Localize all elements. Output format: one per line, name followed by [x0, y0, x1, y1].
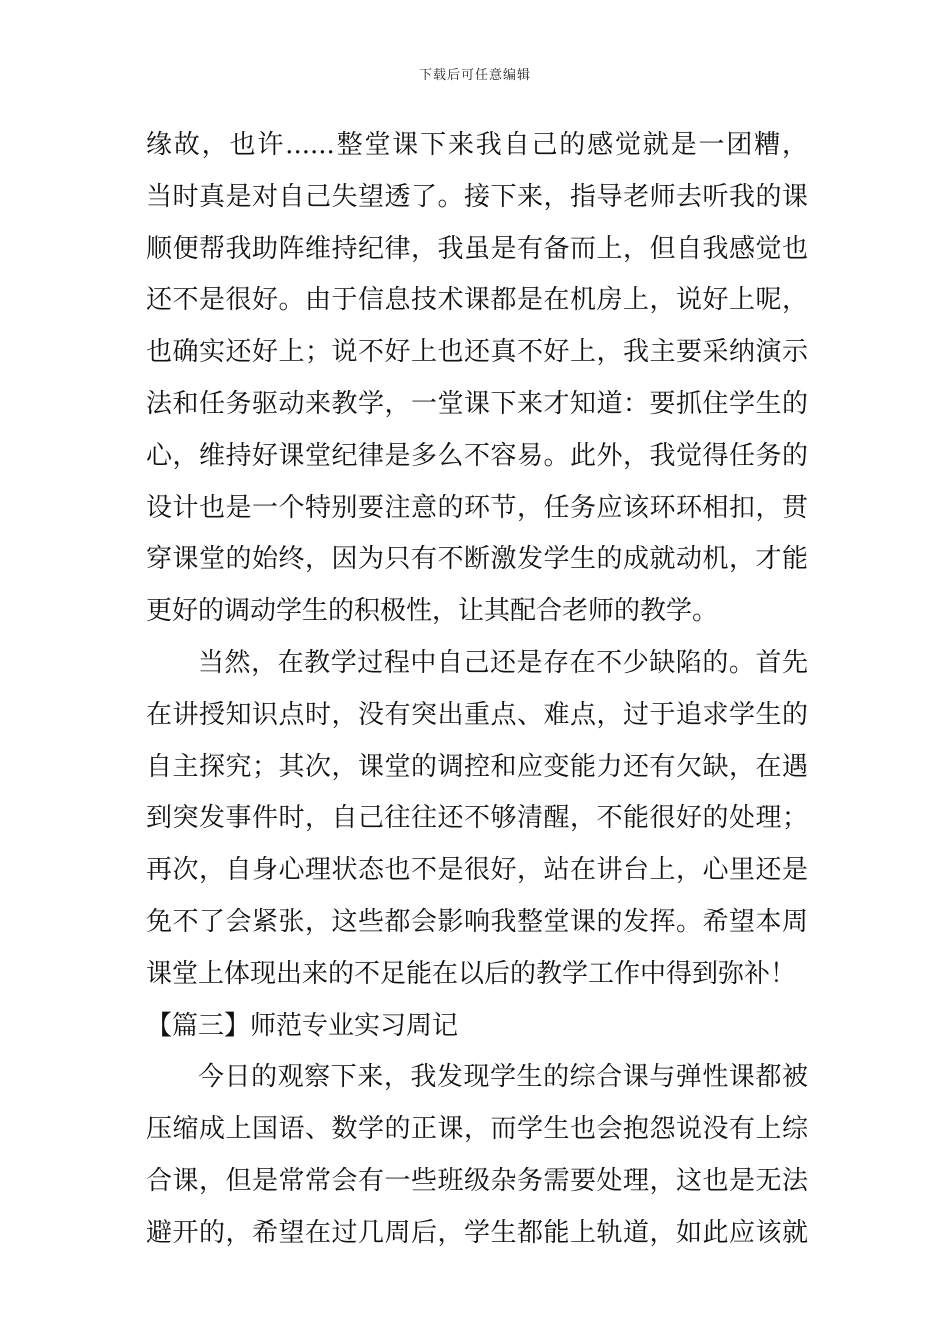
text-line: 避开的，希望在过几周后，学生都能上轨道，如此应该就: [146, 1217, 808, 1248]
paragraph: [146, 120, 808, 638]
text-line: 更好的调动学生的积极性，让其配合老师的教学。: [146, 596, 719, 627]
section-title: 【篇三】师范专业实习周记: [146, 1010, 459, 1041]
text-line: 在讲授知识点时，没有突出重点、难点，过于追求学生的: [146, 699, 808, 730]
text-line: 还不是很好。由于信息技术课都是在机房上，说好上呢，: [146, 285, 808, 316]
paragraph: [146, 1052, 808, 1259]
text-line: 今日的观察下来，我发现学生的综合课与弹性课都被: [198, 1062, 808, 1093]
text-line: 法和任务驱动来教学，一堂课下来才知道：要抓住学生的: [146, 388, 808, 419]
page-header-note: 下载后可任意编辑: [418, 68, 531, 83]
text-line: 合课，但是常常会有一些班级杂务需要处理，这也是无法: [146, 1165, 808, 1196]
section-heading: [146, 1001, 808, 1053]
text-line: 当然，在教学过程中自己还是存在不少缺陷的。首先: [198, 647, 808, 678]
text-line: 再次，自身心理状态也不是很好，站在讲台上，心里还是: [146, 855, 808, 886]
text-line: 心，维持好课堂纪律是多么不容易。此外，我觉得任务的: [146, 440, 808, 471]
text-line: 缘故，也许......整堂课下来我自己的感觉就是一团糟，: [146, 130, 808, 160]
text-line: 自主探究；其次，课堂的调控和应变能力还有欠缺，在遇: [146, 751, 808, 782]
text-line: 穿课堂的始终，因为只有不断激发学生的成就动机，才能: [146, 544, 808, 575]
text-line: 压缩成上国语、数学的正课，而学生也会抱怨说没有上综: [146, 1114, 808, 1145]
text-line: 也确实还好上；说不好上也还真不好上，我主要采纳演示: [146, 337, 808, 368]
text-line: 顺便帮我助阵维持纪律，我虽是有备而上，但自我感觉也: [146, 233, 808, 264]
document-body: [146, 120, 808, 1260]
text-line: 当时真是对自己失望透了。接下来，指导老师去听我的课: [146, 181, 808, 212]
text-line: 免不了会紧张，这些都会影响我整堂课的发挥。希望本周: [146, 906, 808, 937]
paragraph: [146, 638, 808, 1001]
text-line: 设计也是一个特别要注意的环节，任务应该环环相扣，贯: [146, 492, 808, 523]
text-line: 课堂上体现出来的不足能在以后的教学工作中得到弥补！: [146, 958, 797, 989]
text-line: 到突发事件时，自己往往还不够清醒，不能很好的处理；: [146, 803, 808, 834]
